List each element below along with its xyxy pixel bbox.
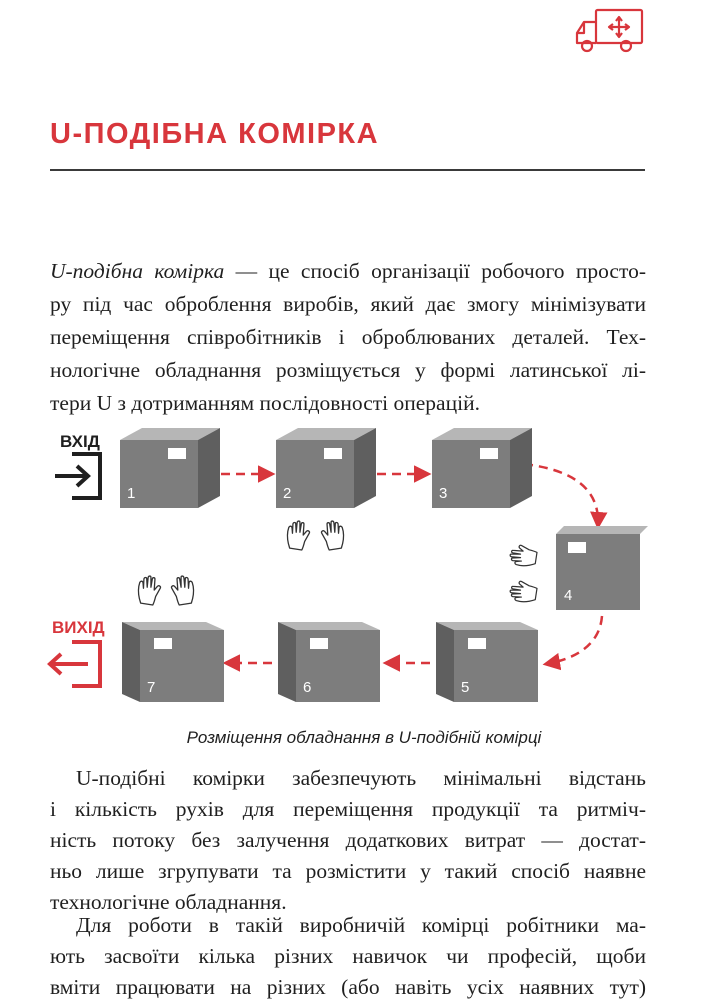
truck-icon xyxy=(574,6,646,56)
hands-icon xyxy=(510,581,537,601)
intro-line-1: — це спосіб організації робочого просто- xyxy=(224,259,646,283)
para1-line: і кількість рухів для переміщення продукції та ритміч- xyxy=(50,797,646,821)
hands-icon xyxy=(510,545,537,565)
machine-station xyxy=(120,428,220,508)
machine-side xyxy=(122,622,140,702)
para1-line: U-подібні комірки забезпечують мінімальні відстань xyxy=(76,766,646,790)
para1-line: ність потоку без залучення додаткових витрат — достат- xyxy=(50,828,646,852)
machine-label-plate xyxy=(168,448,186,459)
exit-icon xyxy=(50,642,100,686)
machine-number: 7 xyxy=(147,679,156,696)
machine-number: 5 xyxy=(461,679,470,696)
machine-number: 2 xyxy=(283,485,292,502)
machine-number: 6 xyxy=(303,679,312,696)
intro-line-3: переміщення співробітників і оброблюваних деталей. Тех- xyxy=(50,325,646,349)
intro-line-5: тери U з дотриманням послідовності операцій. xyxy=(50,391,480,415)
machine-number: 3 xyxy=(439,485,448,502)
machine-top xyxy=(436,622,538,630)
para1-line: технологічне обладнання. xyxy=(50,890,287,914)
para2-line: вміти працювати на різних (або навіть усіх наявних тут) xyxy=(50,975,646,999)
heading-divider xyxy=(50,169,645,171)
machine-side xyxy=(278,622,296,702)
flow-arrow-3-4 xyxy=(524,464,598,526)
machine-label-plate xyxy=(324,448,342,459)
hands-icon xyxy=(138,576,160,605)
machine-number: 1 xyxy=(127,485,136,502)
intro-paragraph xyxy=(50,255,646,420)
machine-station xyxy=(278,622,380,702)
machine-number: 4 xyxy=(564,587,573,604)
flow-arrow-4-5 xyxy=(546,616,602,664)
machine-label-plate xyxy=(480,448,498,459)
machine-station xyxy=(556,526,648,610)
figure-caption: Розміщення обладнання в U-подібній комірці xyxy=(186,728,542,747)
enter-icon xyxy=(55,454,100,498)
body-paragraph-1 xyxy=(50,763,646,918)
para2-line: ють засвоїти кілька різних навичок чи професій, щоби xyxy=(50,944,646,968)
para2-line: Для роботи в такій виробничій комірці робітники ма- xyxy=(76,913,646,937)
para1-line: ньо лише згрупувати та розмістити у такий спосіб наявне xyxy=(50,859,646,883)
machine-side xyxy=(198,428,220,508)
machine-station xyxy=(432,428,532,508)
hands-icon xyxy=(287,521,309,550)
machine-label-plate xyxy=(154,638,172,649)
machine-station xyxy=(276,428,376,508)
intro-term: U-подібна комірка xyxy=(50,259,225,283)
entry-label: ВХІД xyxy=(60,432,100,451)
intro-line-4: нологічне обладнання розміщується у формі латинської лі- xyxy=(50,358,646,382)
machine-top xyxy=(556,526,648,534)
machine-label-plate xyxy=(568,542,586,553)
hands-icon xyxy=(172,576,194,605)
machine-top xyxy=(122,622,224,630)
machine-label-plate xyxy=(310,638,328,649)
intro-line-2: ру під час оброблення виробів, який дає змогу мінімізувати xyxy=(50,292,646,316)
body-paragraph-2 xyxy=(50,910,646,1003)
machine-label-plate xyxy=(468,638,486,649)
u-cell-diagram xyxy=(0,420,728,720)
page-title: U-ПОДІБНА КОМІРКА xyxy=(50,118,380,150)
machine-station xyxy=(436,622,538,702)
machine-side xyxy=(354,428,376,508)
machine-station xyxy=(122,622,224,702)
hands-icon xyxy=(322,521,344,550)
machine-side xyxy=(436,622,454,702)
machine-top xyxy=(278,622,380,630)
exit-label: ВИХІД xyxy=(52,618,105,637)
machine-side xyxy=(510,428,532,508)
